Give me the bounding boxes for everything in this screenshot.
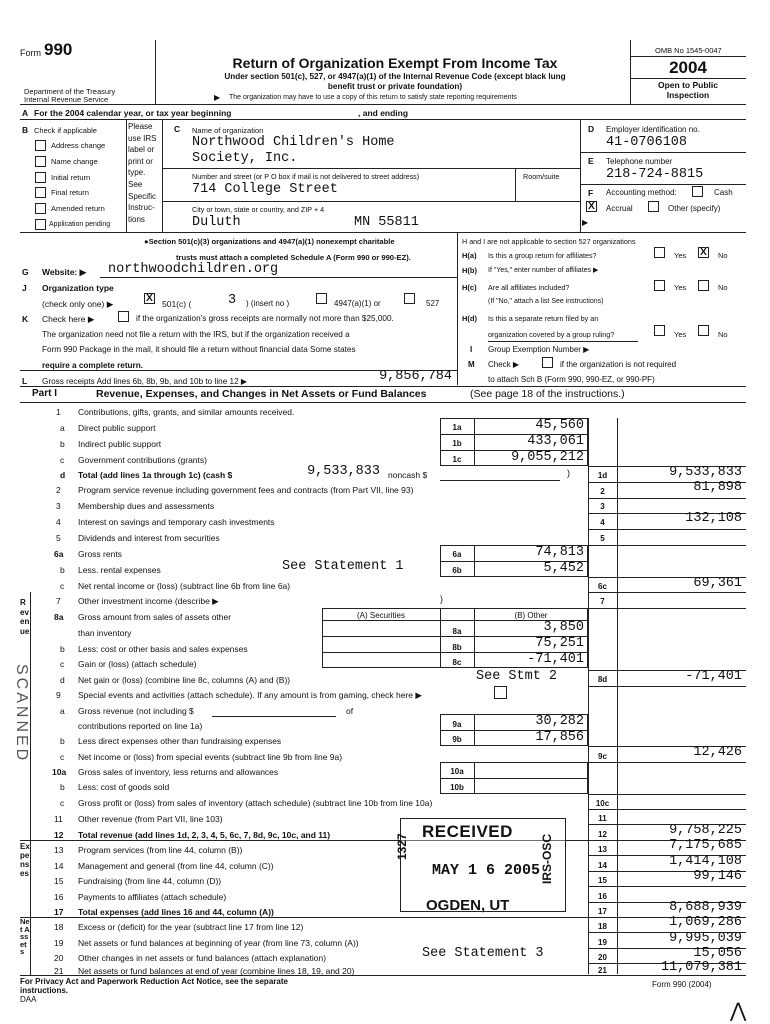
hc-yes-label: Yes	[674, 283, 687, 292]
schedule-a-note-1: ●Section 501(c)(3) organizations and 4947(a)(1) nonexempt charitable	[144, 237, 395, 246]
initial-return-label: Initial return	[51, 173, 91, 182]
col-b-other: (B) Other	[514, 611, 548, 620]
form-subtitle-3: The organization may have to use a copy of this return to satisfy state reporting requirements	[229, 94, 517, 101]
form-subtitle-2: benefit trust or private foundation)	[327, 82, 463, 91]
ha-yes-checkbox[interactable]	[654, 247, 665, 258]
line-1d-noncash: noncash $	[388, 470, 428, 480]
see-statement-2: See Stmt 2	[476, 669, 558, 684]
hc-no-label: No	[718, 283, 728, 292]
side-label-revenue: Revenue	[20, 598, 30, 636]
527-label: 527	[426, 299, 440, 308]
gaming-checkbox[interactable]	[494, 686, 507, 699]
line-1d-value: 9,533,833	[669, 465, 742, 480]
line-6b-value: 5,452	[543, 561, 584, 576]
ha-no-checkbox[interactable]: X	[698, 247, 709, 258]
line-1d-cash: 9,533,833	[307, 464, 380, 479]
h-header: H and I are not applicable to section 527 organizations	[462, 237, 636, 246]
line-20-value: 15,056	[693, 946, 742, 961]
other-method-label: Other (specify)	[668, 204, 721, 213]
hd-no-checkbox[interactable]	[698, 325, 709, 336]
col-a-securities: (A) Securities	[356, 611, 405, 620]
k-check-here: Check here ▶	[42, 314, 95, 324]
arrow-right-icon: ▶	[214, 93, 221, 102]
line-9a-of: of	[346, 706, 354, 716]
street-address: 714 College Street	[192, 182, 338, 197]
line-15-value: 99,146	[693, 869, 742, 884]
state-zip: MN 55811	[354, 215, 419, 230]
line-3-label: Membership dues and assessments	[78, 501, 215, 511]
accrual-label: Accrual	[606, 204, 633, 213]
line-14-label: Management and general (from line 44, column (C))	[78, 861, 274, 871]
line-16-label: Payments to affiliates (attach schedule)	[78, 892, 227, 902]
line-18-label: Excess or (deficit) for the year (subtract line 17 from line 12)	[78, 922, 304, 932]
part-i-see: (See page 18 of the instructions.)	[470, 388, 625, 400]
line-6a-value: 74,813	[535, 545, 584, 560]
m-check-text-3: to attach Sch B (Form 990, 990-EZ, or 990-PF)	[488, 375, 655, 384]
4947-checkbox[interactable]	[316, 293, 327, 304]
application-pending-checkbox[interactable]	[35, 219, 46, 230]
m-check-text: Check ▶	[488, 360, 520, 369]
line-6a-label: Gross rents	[78, 549, 122, 559]
accrual-checkbox[interactable]: X	[586, 201, 597, 212]
line-20-label: Other changes in net assets or fund balances (attach explanation)	[78, 953, 327, 963]
see-statement-1: See Statement 1	[282, 559, 404, 574]
org-name-line-1: Northwood Children's Home	[192, 135, 395, 150]
line-8a-label-2: than inventory	[78, 628, 132, 638]
line-9a-label: Gross revenue (not including $	[78, 706, 194, 716]
and-ending: , and ending	[358, 108, 409, 118]
line-8d-value: -71,401	[685, 669, 742, 684]
line-15-label: Fundraising (from line 44, column (D))	[78, 876, 222, 886]
line-9a-value: 30,282	[535, 714, 584, 729]
name-change-label: Name change	[51, 157, 98, 166]
hd-yes-checkbox[interactable]	[654, 325, 665, 336]
line-1a-value: 45,560	[535, 418, 584, 433]
amended-return-label: Amended return	[51, 204, 105, 213]
hc-yes-checkbox[interactable]	[654, 280, 665, 291]
address-change-label: Address change	[51, 141, 106, 150]
schedule-a-note-2: trusts must attach a completed Schedule A (Form 990 or 990-EZ).	[176, 253, 411, 262]
line-10a-label: Gross sales of inventory, less returns and allowances	[78, 767, 279, 777]
ein-value: 41-0706108	[606, 135, 688, 150]
ein-label: Employer identification no.	[606, 125, 700, 134]
line-19-value: 9,995,039	[669, 931, 742, 946]
check-applicable-label: Check if applicable	[34, 126, 97, 135]
line-10c-label: Gross profit or (loss) from sales of inventory (attach schedule) (subtract line 10b from line 10a)	[78, 798, 433, 808]
line-13-value: 7,175,685	[669, 838, 742, 853]
form-number: 990	[44, 40, 73, 59]
final-return-checkbox[interactable]	[35, 187, 46, 198]
org-type-check-one: (check only one) ▶	[42, 299, 114, 309]
line-1d-label: Total (add lines 1a through 1c) (cash $	[78, 470, 233, 480]
k-line-1: if the organization's gross receipts are normally not more than $25,000.	[136, 314, 394, 323]
527-checkbox[interactable]	[404, 293, 415, 304]
dept-treasury: Department of the Treasury	[24, 87, 116, 96]
line-1a-label: Direct public support	[78, 423, 156, 433]
arrow-right-icon: ▶	[582, 218, 589, 227]
form-title: Return of Organization Exempt From Income Tax	[232, 55, 558, 71]
line-9c-label: Net income or (loss) from special events (subtract line 9b from line 9a)	[78, 752, 343, 762]
org-name-line-2: Society, Inc.	[192, 151, 298, 166]
org-name-label: Name of organization	[192, 126, 264, 135]
final-return-label: Final return	[51, 188, 89, 197]
4947-label: 4947(a)(1) or	[334, 299, 381, 308]
city: Duluth	[192, 215, 241, 230]
line-11-label: Other revenue (from Part VII, line 103)	[78, 814, 223, 824]
line-6c-label: Net rental income or (loss) (subtract line 6b from line 6a)	[78, 581, 291, 591]
line-17-label: Total expenses (add lines 16 and 44, column (A))	[78, 907, 274, 917]
line-9c-value: 12,426	[693, 745, 742, 760]
line-10b-label: Less: cost of goods sold	[78, 782, 170, 792]
501c-label: 501(c) (	[162, 299, 192, 309]
see-statement-3: See Statement 3	[422, 946, 544, 961]
m-check-text-2: if the organization is not required	[560, 360, 677, 369]
501c-checkbox[interactable]: X	[144, 293, 155, 304]
street-label: Number and street (or P O box if mail is not delivered to street address)	[192, 172, 420, 181]
line-8c-value: -71,401	[527, 652, 584, 667]
address-change-checkbox[interactable]	[35, 140, 46, 151]
line-8a-value: 3,850	[543, 620, 584, 635]
open-inspection-2: Inspection	[666, 90, 710, 100]
k-line-3: Form 990 Package in the mail, it should file a return without financial data Some states	[42, 345, 356, 354]
gross-receipts-value: 9,856,784	[379, 369, 452, 384]
gross-receipts-line: Gross receipts Add lines 6b, 8b, 9b, and 10b to line 12 ▶	[42, 377, 248, 386]
line-2-value: 81,898	[693, 480, 742, 495]
privacy-notice: For Privacy Act and Paperwork Reduction Act Notice, see the separate	[20, 977, 288, 986]
schedule-b-checkbox[interactable]	[542, 357, 553, 368]
insert-no-label: ) (insert no )	[246, 299, 290, 308]
side-label-expenses: Expenses	[20, 842, 30, 878]
tax-year: 2004	[669, 58, 707, 77]
line-9b-value: 17,856	[535, 730, 584, 745]
line-1-label: Contributions, gifts, grants, and similar amounts received.	[78, 407, 295, 417]
line-12-value: 9,758,225	[669, 823, 742, 838]
k-checkbox[interactable]	[118, 311, 129, 322]
line-1c-value: 9,055,212	[511, 450, 584, 465]
hd-yes-label: Yes	[674, 330, 687, 339]
line-8b-value: 75,251	[535, 636, 584, 651]
hb-question: If "Yes," enter number of affiliates ▶	[488, 267, 599, 274]
line-2-label: Program service revenue including government fees and contracts (from Part VII, line 93)	[78, 485, 414, 495]
name-change-checkbox[interactable]	[35, 156, 46, 167]
k-line-4: require a complete return.	[42, 361, 144, 370]
cash-checkbox[interactable]	[692, 186, 703, 197]
room-suite-label: Room/suite	[523, 172, 560, 181]
privacy-instructions: instructions.	[20, 986, 69, 995]
city-label: City or town, state or country, and ZIP + 4	[192, 205, 325, 214]
form-subtitle-1: Under section 501(c), 527, or 4947(a)(1) of the Internal Revenue Code (except black lung	[224, 72, 566, 81]
ha-question: Is this a group return for affiliates?	[488, 251, 597, 260]
line-6b-label: Less. rental expenses	[78, 565, 161, 575]
line-21-value: 11,079,381	[660, 960, 742, 975]
line-8d-label: Net gain or (loss) (combine line 8c, columns (A) and (B))	[78, 675, 291, 685]
line-8c-label: Gain or (loss) (attach schedule)	[78, 659, 197, 669]
hd-question-2: organization covered by a group ruling?	[488, 330, 615, 339]
line-7-label: Other investment income (describe ▶	[78, 596, 219, 606]
line-18-value: 1,069,286	[669, 915, 742, 930]
hc-instruction: (If "No," attach a list See instructions)	[488, 298, 604, 305]
stamp-received: RECEIVED	[422, 822, 513, 841]
phone-value: 218-724-8815	[606, 167, 704, 182]
dept-irs: Internal Revenue Service	[24, 95, 109, 104]
cash-label: Cash	[714, 188, 733, 197]
ha-no-label: No	[718, 251, 728, 260]
please-label: Please use IRS label or print or type. See Specific Instruc- tions	[128, 122, 157, 224]
line-21-label: Net assets or fund balances at end of year (combine lines 18, 19, and 20)	[78, 966, 355, 976]
other-method-checkbox[interactable]	[648, 201, 659, 212]
open-inspection-1: Open to Public	[658, 80, 718, 90]
stamp-date: MAY 1 6 2005	[432, 862, 541, 879]
daa-label: DAA	[20, 995, 37, 1004]
line-14-value: 1,414,108	[669, 854, 742, 869]
org-type-label: Organization type	[42, 283, 114, 293]
part-i-label: Part I	[32, 388, 58, 399]
part-i-title: Revenue, Expenses, and Changes in Net Assets or Fund Balances	[96, 388, 427, 400]
ha-yes-label: Yes	[674, 251, 687, 260]
amended-return-checkbox[interactable]	[35, 203, 46, 214]
scanned-stamp: SCANNED	[13, 664, 30, 764]
stamp-right-code: IRS-OSC	[540, 833, 554, 884]
website-value: northwoodchildren.org	[108, 262, 279, 277]
k-line-2: The organization need not file a return with the IRS, but if the organization received a	[42, 330, 350, 339]
omb-number: OMB No 1545-0047	[655, 46, 722, 55]
line-17-value: 8,688,939	[669, 900, 742, 915]
stamp-left-code: 1327	[395, 833, 409, 860]
line-1b-label: Indirect public support	[78, 439, 162, 449]
phone-label: Telephone number	[606, 157, 673, 166]
line-9a-label-2: contributions reported on line 1a)	[78, 721, 203, 731]
form-word: Form	[20, 48, 41, 58]
accounting-method-label: Accounting method:	[606, 188, 677, 197]
tax-year-line: For the 2004 calendar year, or tax year beginning	[34, 108, 232, 118]
side-label-net-assets: Net Assets	[20, 917, 30, 956]
line-19-label: Net assets or fund balances at beginning of year (from line 73, column (A))	[78, 938, 359, 948]
check-mark-icon: ⋀	[730, 1000, 747, 1022]
initial-return-checkbox[interactable]	[35, 172, 46, 183]
line-13-label: Program services (from line 44, column (B))	[78, 845, 243, 855]
hd-question: Is this a separate return filed by an	[488, 314, 599, 323]
line-4-value: 132,108	[685, 511, 742, 526]
line-1c-label: Government contributions (grants)	[78, 455, 207, 465]
stamp-city: OGDEN, UT	[426, 897, 510, 914]
line-8b-label: Less: cost or other basis and sales expenses	[78, 644, 248, 654]
application-pending-label: Application pending	[49, 221, 111, 228]
501c-number: 3	[228, 293, 237, 308]
group-exemption-number: Group Exemption Number ▶	[488, 345, 590, 354]
line-4-label: Interest on savings and temporary cash investments	[78, 517, 275, 527]
line-5-label: Dividends and interest from securities	[78, 533, 220, 543]
line-1b-value: 433,061	[527, 434, 584, 449]
website-label: Website: ▶	[42, 267, 87, 277]
hc-question: Are all affiliates included?	[488, 283, 570, 292]
line-12-label: Total revenue (add lines 1d, 2, 3, 4, 5, 6c, 7, 8d, 9c, 10c, and 11)	[78, 830, 331, 840]
form-footer-ref: Form 990 (2004)	[652, 980, 712, 989]
hd-no-label: No	[718, 330, 728, 339]
hc-no-checkbox[interactable]	[698, 280, 709, 291]
line-6c-value: 69,361	[693, 576, 742, 591]
line-9-label: Special events and activities (attach schedule). If any amount is from gaming, check here ▶	[78, 690, 422, 700]
line-9b-label: Less direct expenses other than fundraising expenses	[78, 736, 282, 746]
line-8a-label: Gross amount from sales of assets other	[78, 612, 232, 622]
